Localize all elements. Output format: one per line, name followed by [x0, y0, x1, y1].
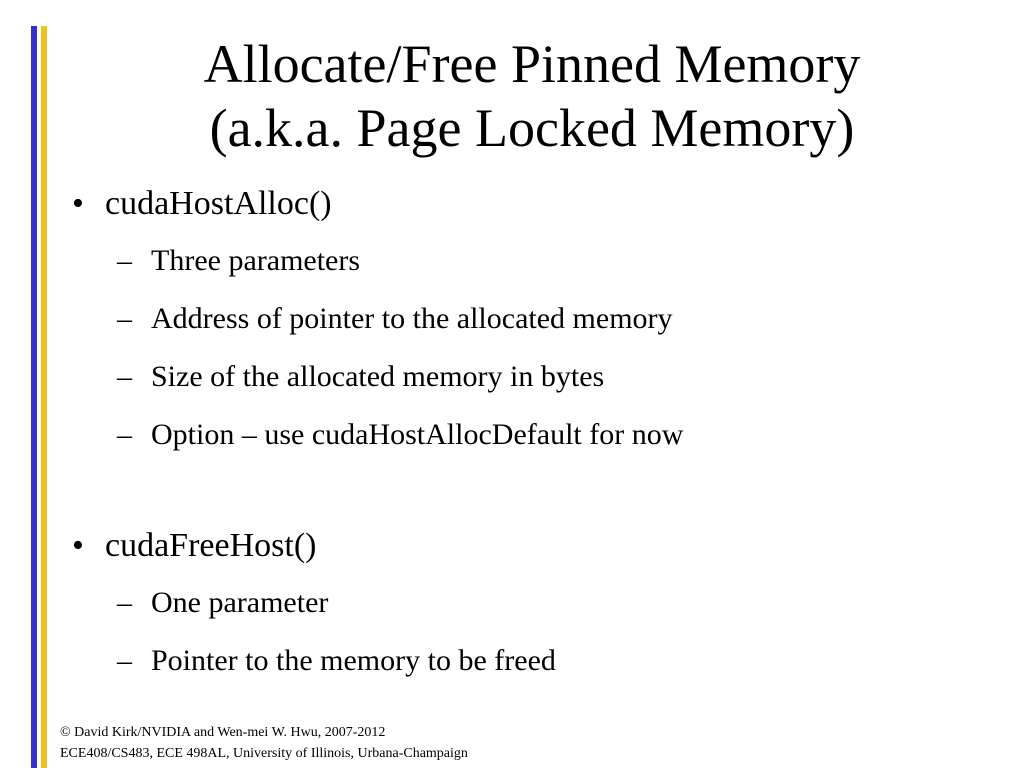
sub-bullet-text: Size of the allocated memory in bytes [151, 360, 605, 393]
sub-bullet-text: Address of pointer to the allocated memory [151, 302, 673, 335]
left-accent-bar-blue [31, 26, 37, 768]
footer-copyright: © David Kirk/NVIDIA and Wen-mei W. Hwu, 2007-2012 [60, 725, 386, 740]
bullet-marker: • [72, 185, 84, 222]
sub-bullet-size-of-memory [72, 348, 1002, 406]
footer-course: ECE408/CS483, ECE 498AL, University of Illinois, Urbana-Champaign [60, 746, 468, 761]
sub-bullet-marker: – [117, 644, 132, 677]
sub-bullet-text: Option – use cudaHostAllocDefault for now [151, 418, 684, 451]
bullet-text: cudaHostAlloc() [105, 185, 332, 222]
bullet-text: cudaFreeHost() [105, 527, 317, 564]
sub-bullet-text: Three parameters [151, 244, 361, 277]
sub-bullet-pointer-to-memory [72, 632, 1002, 690]
bullet-marker: • [72, 527, 84, 564]
sub-bullet-text: Pointer to the memory to be freed [151, 644, 556, 677]
slide-footer [60, 722, 468, 764]
sub-bullet-address-of-pointer [72, 290, 1002, 348]
slide-title-line2: (a.k.a. Page Locked Memory) [209, 98, 855, 158]
sub-bullet-marker: – [117, 302, 132, 335]
sub-bullet-marker: – [117, 418, 132, 451]
slide-body [72, 176, 1002, 690]
sub-bullet-three-parameters [72, 232, 1002, 290]
slide-title-line1: Allocate/Free Pinned Memory [203, 34, 861, 94]
bullet-cudafreehost [72, 518, 1002, 574]
sub-bullet-marker: – [117, 586, 132, 619]
bullet-spacer [72, 464, 1002, 518]
sub-bullet-marker: – [117, 244, 132, 277]
sub-bullet-marker: – [117, 360, 132, 393]
sub-bullet-text: One parameter [151, 586, 329, 619]
sub-bullet-one-parameter [72, 574, 1002, 632]
slide-title [60, 32, 1004, 160]
bullet-cudahostalloc [72, 176, 1002, 232]
left-accent-bar-gold [41, 26, 47, 768]
sub-bullet-option [72, 406, 1002, 464]
